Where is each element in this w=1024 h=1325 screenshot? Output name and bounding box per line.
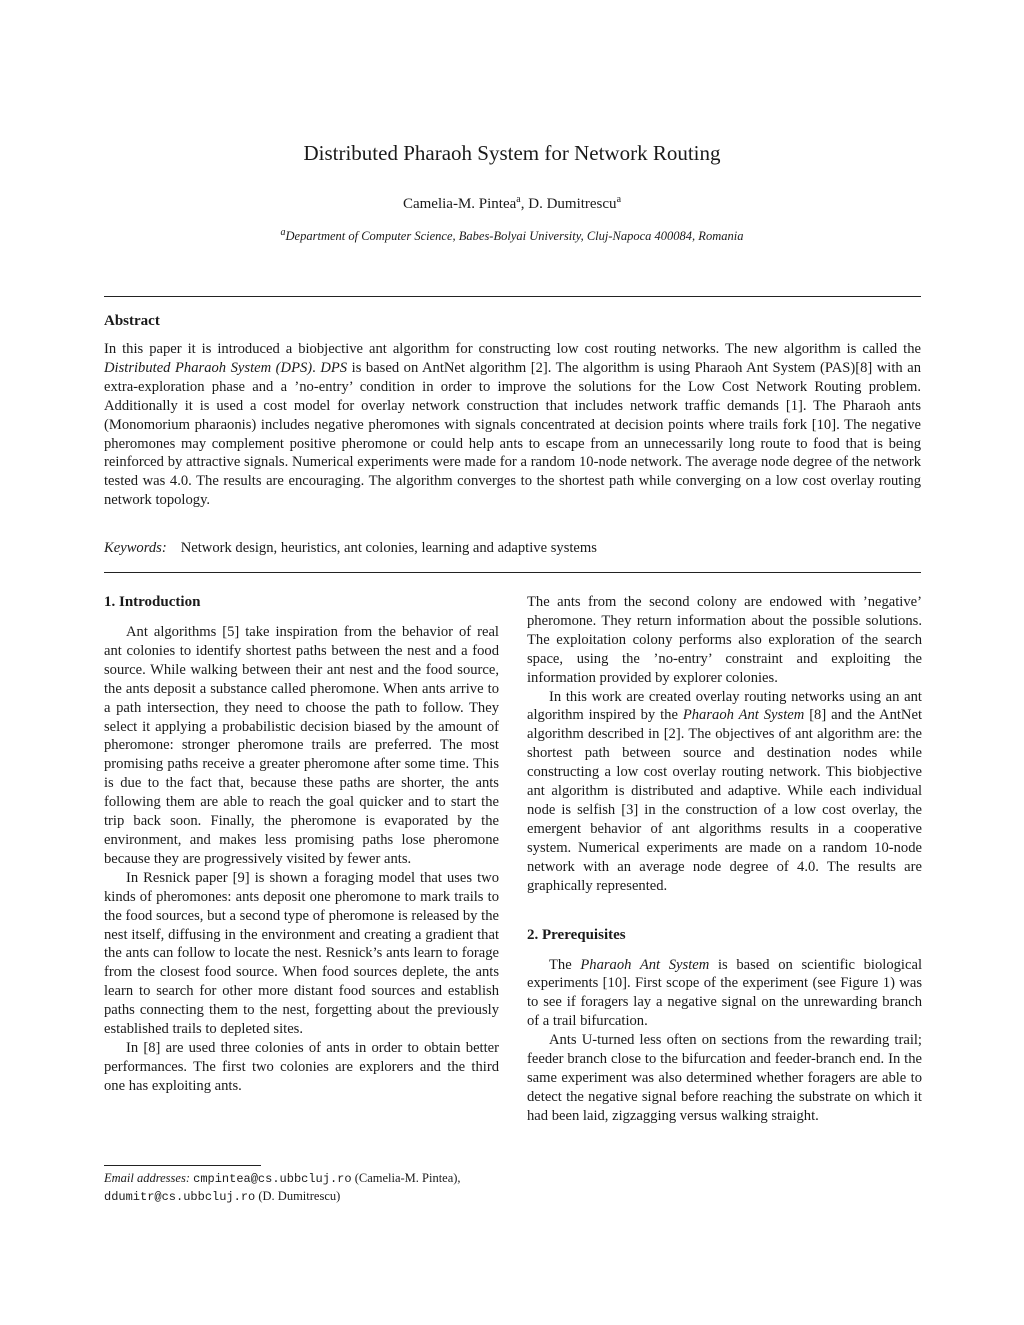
- paragraph: Ant algorithms [5] take inspiration from the behavior of real ant colonies to identify shortest paths between the nest and a food source. While walking between their ant nest and the food source, the ants deposit a substance called pheromone. When ants arrive to a path intersection, they need to choose the path to follow. They select it applying a probabilistic decision biased by the amount of pheromone: stronger pheromone trails are preferred. The most promising paths receive a greater pheromone after some time. This is due to the fact that, because these paths are shorter, the ants following them are able to reach the goal quicker and to start the trip back soon. Finally, the pheromone is evaporated by the environment, and makes less promising paths lose pheromone because they are progressively visited by fewer ants.: [104, 624, 499, 867]
- section-heading-prerequisites: 2. Prerequisites: [527, 926, 626, 943]
- keywords-label: Keywords:: [104, 540, 167, 556]
- paragraph: The ants from the second colony are endowed with ’negative’ pheromone. They return information about the possible solutions. The exploitation colony performs also exploration of the search space, using the ’no-entry’ constraint and exploiting the information provided by explorer colonies.: [527, 594, 922, 686]
- author-line: [0, 189, 1024, 215]
- paragraph: [527, 956, 922, 1032]
- pharaoh-ant-system-term: Pharaoh Ant System: [580, 956, 710, 973]
- footnote-text: (D. Dumitrescu): [255, 1189, 341, 1203]
- paper-title: Distributed Pharaoh System for Network Routing: [303, 141, 721, 165]
- dps-name: Distributed Pharaoh System (DPS): [104, 359, 313, 376]
- left-column: [104, 591, 499, 1096]
- footnote-label: Email addresses:: [104, 1171, 190, 1185]
- paragraph-text: The: [549, 956, 581, 973]
- keywords-text: Network design, heuristics, ant colonies, learning and adaptive systems: [180, 540, 597, 556]
- email-address: ddumitr@cs.ubbcluj.ro: [104, 1190, 256, 1204]
- paragraph: In Resnick paper [9] is shown a foraging model that uses two kinds of pheromones: ants deposit one pheromone to mark trails to the food sources, but a second type of pheromone is released by the nest itself, diffusing in the environment and creating a gradient that the ants can follow to locate the nest. Resnick’s ants learn to forage from the closest food source. When food sources deplete, the ants learn to search for other more distant food sources and establish paths connecting them to the nest, forgetting about the previously established trails to depleted sites.: [104, 869, 499, 1038]
- abstract-heading: Abstract: [104, 313, 160, 329]
- paragraph: [527, 688, 922, 896]
- paragraph: In [8] are used three colonies of ants in order to obtain better performances. The first two colonies are explorers and the third one has exploiting ants.: [104, 1039, 499, 1094]
- abstract-text: .: [312, 359, 321, 376]
- pharaoh-ant-system-term: Pharaoh Ant System: [682, 707, 805, 724]
- author-separator: ,: [520, 196, 529, 212]
- footnote: [104, 1170, 499, 1206]
- paragraph-text: is based on scientific biological experiments [10]. First scope of the experiment (see Figure 1) was to see if foragers lay a negative signal on the unrewarding branch of a trail bifurcation.: [527, 956, 923, 1030]
- abstract-body: [104, 340, 921, 510]
- abstract-top-rule: [104, 296, 921, 297]
- paragraph: Ants U-turned less often on sections from the rewarding trail; feeder branch close to the bifurcation and feeder-branch end. In the same experiment was also determined whether foragers are able to detect the negative signal before reaching the substrate on which it had been laid, zigzagging versus walking straight.: [527, 1032, 922, 1124]
- footnote-text: (Camelia-M. Pintea),: [351, 1171, 461, 1185]
- affiliation-mark: a: [616, 194, 622, 205]
- paragraph-text: [8] and the AntNet algorithm described in [2]. The objectives of ant algorithm are: the shortest path between source and destination nodes while constructing a low cost overlay routing network. This biobjective ant algorithm is distributed and adaptive. While each individual node is selfish [3] in the construction of a low cost overlay, the emergent behavior of ant algorithms results in a cooperative system. Numerical experiments are made on a random 10-node network with an average node degree of 4.0. The results are graphically represented.: [527, 707, 923, 894]
- paragraph-text: In this work are created overlay routing networks using an ant algorithm inspired by the: [527, 688, 922, 724]
- abstract-text: In this paper it is introduced a biobjective ant algorithm for constructing low cost routing networks. The new algorithm is called the: [104, 341, 921, 357]
- author-name: D. Dumitrescu: [528, 196, 617, 212]
- footnote-rule: [104, 1165, 261, 1166]
- right-column: [527, 593, 922, 1126]
- affiliation: [0, 224, 1024, 245]
- email-address: cmpintea@cs.ubbcluj.ro: [193, 1172, 352, 1186]
- section-heading-introduction: 1. Introduction: [104, 594, 201, 610]
- affiliation-text: Department of Computer Science, Babes-Bolyai University, Cluj-Napoca 400084, Romania: [285, 229, 744, 244]
- abstract-text: is based on AntNet algorithm [2]. The algorithm is using Pharaoh Ant System (PAS)[8] with an extra-exploration phase and a ’no-entry’ condition in order to improve the solutions for the Low Cost Network Routing problem. Additionally it is used a cost model for overlay network construction that includes network traffic demands [1]. The Pharaoh ants (Monomorium pharaonis) includes negative pheromones with signals concentrated at decision points where trails fork [10]. The negative pheromones may complement positive pheromone or could help ants to escape from an unnecessarily long route to food that is being reinforced by attractive signals. Numerical experiments were made for a random 10-node network. The average node degree of the network tested was 4.0. The results are encouraging. The algorithm converges to the shortest path while converging on a low cost overlay routing network topology.: [104, 359, 922, 509]
- dps-short: DPS: [320, 359, 348, 376]
- abstract-bottom-rule: [104, 572, 921, 573]
- keywords: [104, 539, 921, 558]
- author-name: Camelia-M. Pintea: [402, 196, 517, 212]
- affiliation-mark: a: [516, 194, 521, 205]
- affiliation-mark: a: [280, 227, 286, 238]
